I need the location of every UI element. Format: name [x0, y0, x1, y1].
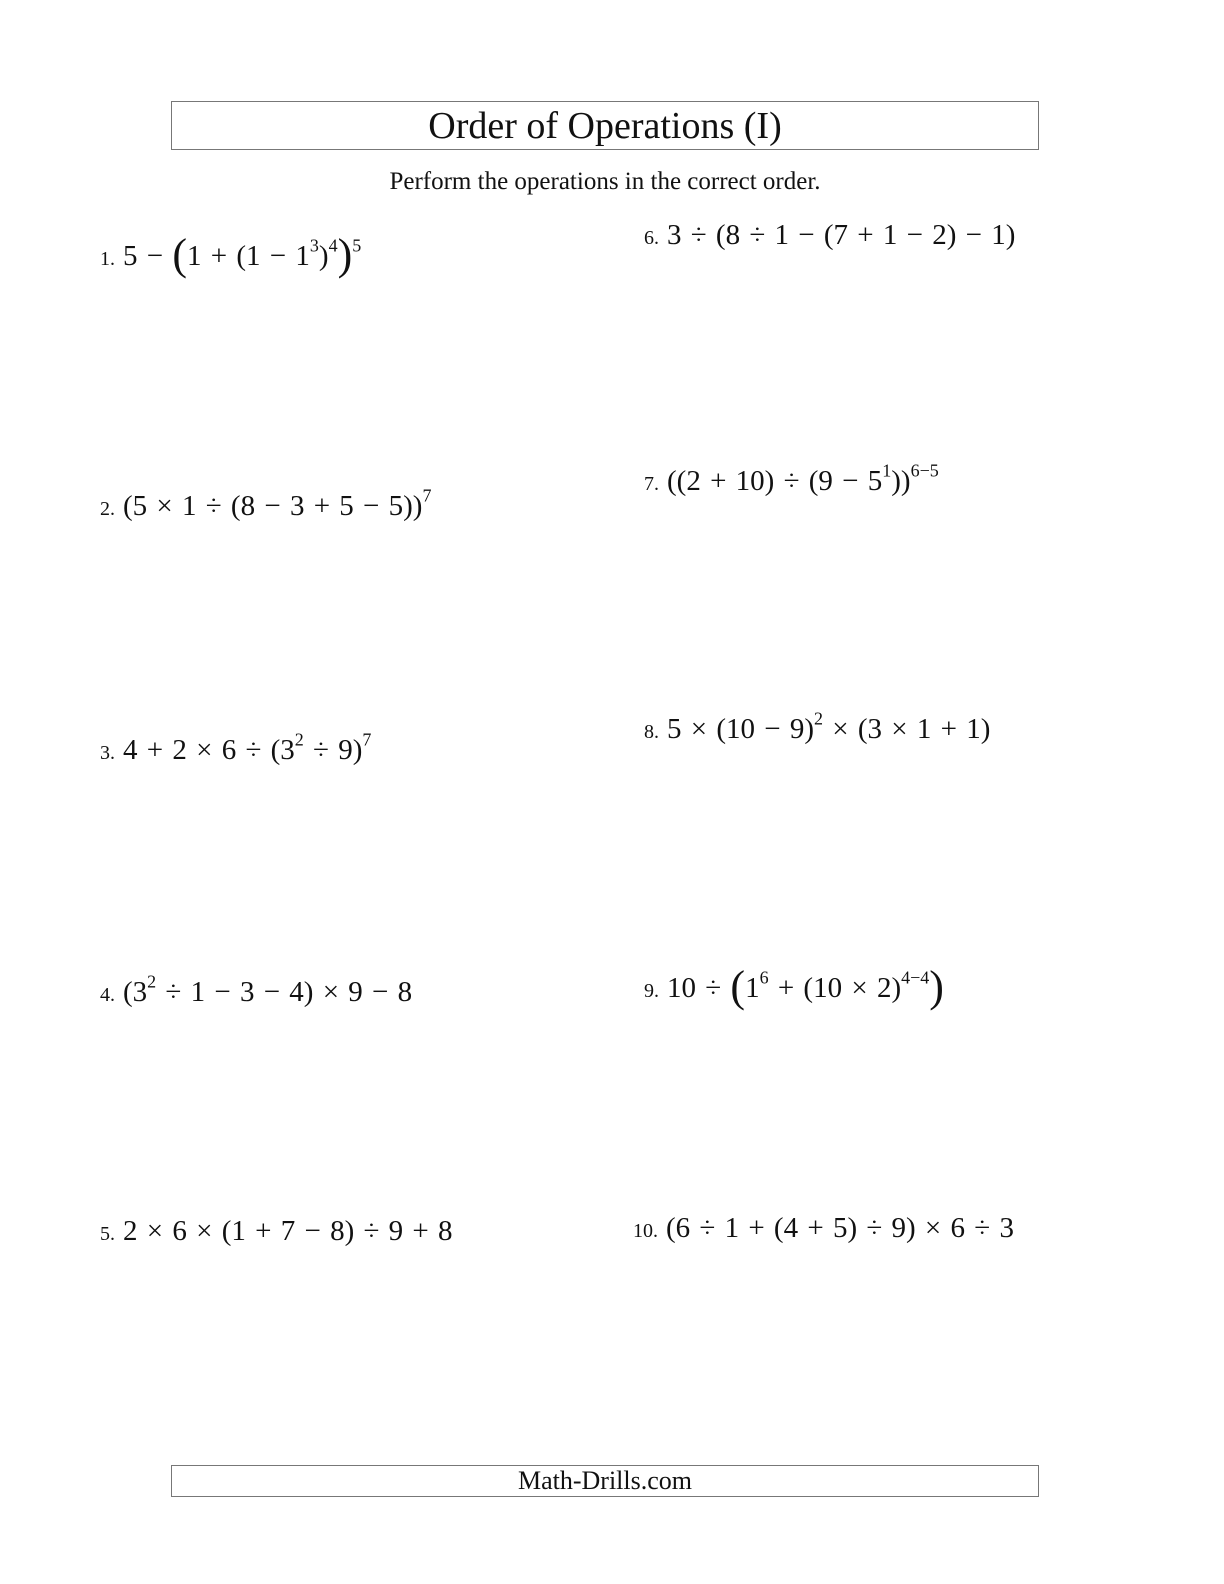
- problem-expression: [667, 221, 1015, 250]
- problem-expression: [667, 962, 944, 1011]
- expr-exponent: 3: [309, 235, 319, 256]
- problem-number: 7.: [644, 473, 659, 495]
- expr-part: 5 × (10 − 9): [667, 713, 815, 745]
- problem-6: [644, 221, 1015, 250]
- problem-number: 6.: [644, 227, 659, 249]
- problem-expression: [123, 729, 372, 766]
- instructions: Perform the operations in the correct order.: [389, 168, 821, 195]
- problem-8: [644, 708, 991, 745]
- expr-big-paren: (: [172, 230, 188, 279]
- expr-exponent: 6: [759, 967, 769, 988]
- expr-part: ): [318, 240, 329, 272]
- expr-part: 1: [745, 972, 760, 1004]
- problem-3: [100, 729, 372, 766]
- expr-part: (5 × 1 ÷ (8 − 3 + 5 − 5)): [123, 490, 423, 522]
- expr-part: 1 + (1 − 1: [187, 240, 310, 272]
- problem-4: [100, 971, 413, 1008]
- expr-part: ÷ 1 − 3 − 4) × 9 − 8: [156, 976, 413, 1008]
- problem-expression: [667, 708, 991, 745]
- problem-number: 4.: [100, 984, 115, 1006]
- expr-part: ((2 + 10) ÷ (9 − 5: [667, 465, 883, 497]
- expr-exponent: 2: [147, 971, 157, 992]
- expr-exponent: 2: [294, 729, 304, 750]
- problem-expression: [123, 230, 362, 279]
- problem-9: [644, 962, 944, 1011]
- problem-expression: [666, 1214, 1014, 1243]
- expr-part: (3: [123, 976, 148, 1008]
- expr-part: )): [891, 465, 911, 497]
- expr-part: (6 ÷ 1 + (4 + 5) ÷ 9) × 6 ÷ 3: [666, 1212, 1014, 1244]
- expr-part: ÷ 9): [303, 734, 363, 766]
- expr-exponent: 6−5: [910, 460, 939, 481]
- expr-exponent: 2: [814, 708, 824, 729]
- expr-part: 2 × 6 × (1 + 7 − 8) ÷ 9 + 8: [123, 1215, 453, 1247]
- expr-exponent: 5: [352, 235, 362, 256]
- title-box: [171, 101, 1039, 150]
- expr-exponent: 4−4: [901, 967, 930, 988]
- problem-10: [633, 1214, 1014, 1243]
- problem-number: 2.: [100, 498, 115, 520]
- footer-box: [171, 1465, 1039, 1497]
- problem-expression: [123, 971, 413, 1008]
- page-title: Order of Operations (I): [428, 104, 782, 147]
- problem-number: 8.: [644, 721, 659, 743]
- expr-part: 3 ÷ (8 ÷ 1 − (7 + 1 − 2) − 1): [667, 219, 1016, 251]
- problem-7: [644, 460, 939, 497]
- expr-part: + (10 × 2): [768, 972, 902, 1004]
- problem-number: 3.: [100, 742, 115, 764]
- expr-exponent: 7: [362, 729, 372, 750]
- expr-part: 4 + 2 × 6 ÷ (3: [123, 734, 295, 766]
- problem-expression: [123, 1217, 453, 1246]
- problem-number: 5.: [100, 1223, 115, 1245]
- problem-number: 9.: [644, 980, 659, 1002]
- problem-expression: [667, 460, 939, 497]
- expr-part: × (3 × 1 + 1): [823, 713, 991, 745]
- expr-part: 5 −: [123, 240, 164, 272]
- expr-part: 10 ÷: [667, 972, 722, 1004]
- expr-big-paren: ): [929, 962, 944, 1011]
- expr-big-paren: ): [337, 230, 353, 279]
- expr-exponent: 7: [422, 485, 432, 506]
- problem-number: 10.: [633, 1220, 658, 1242]
- problem-1: [100, 230, 362, 279]
- expr-big-paren: (: [730, 962, 746, 1011]
- problem-5: [100, 1217, 453, 1246]
- problem-expression: [123, 485, 432, 522]
- footer-site: Math-Drills.com: [517, 1466, 693, 1495]
- problem-number: 1.: [100, 248, 115, 270]
- expr-exponent: 4: [328, 235, 338, 256]
- problem-2: [100, 485, 432, 522]
- expr-exponent: 1: [882, 460, 892, 481]
